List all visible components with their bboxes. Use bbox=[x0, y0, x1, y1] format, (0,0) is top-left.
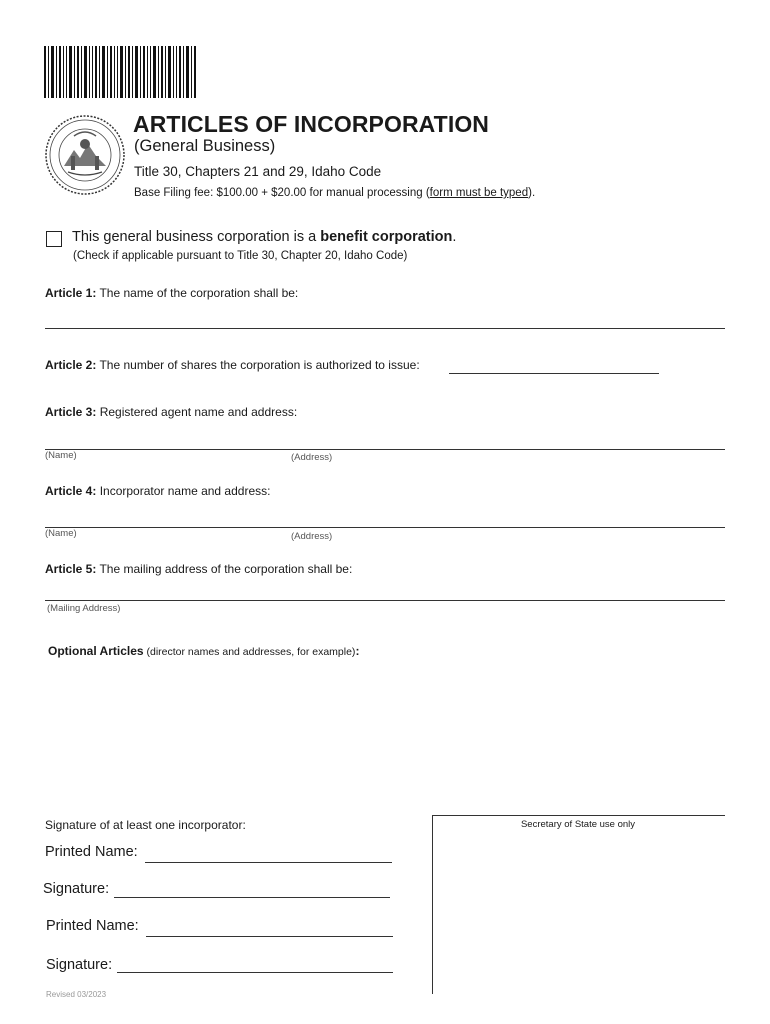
article-4-label bbox=[45, 484, 270, 498]
incorporator-name-caption: (Name) bbox=[45, 528, 77, 539]
incorporator-address-caption: (Address) bbox=[291, 531, 333, 542]
article-1-label bbox=[45, 286, 298, 300]
signature-heading: Signature of at least one incorporator: bbox=[45, 818, 246, 832]
agent-name-caption: (Name) bbox=[45, 450, 77, 461]
optional-articles-area[interactable] bbox=[45, 665, 725, 805]
form-must-be-typed-link: form must be typed bbox=[429, 187, 529, 199]
benefit-note: (Check if applicable pursuant to Title 30, Chapter 20, Idaho Code) bbox=[73, 250, 408, 262]
article-5-number: Article 5: bbox=[45, 562, 97, 576]
optional-articles-title: Optional Articles bbox=[48, 644, 144, 658]
benefit-bold: benefit corporation bbox=[320, 229, 453, 245]
article-3-number: Article 3: bbox=[45, 405, 97, 419]
fee-suffix: ). bbox=[528, 187, 536, 199]
article-2-number: Article 2: bbox=[45, 358, 97, 372]
article-1-number: Article 1: bbox=[45, 286, 97, 300]
article-4-number: Article 4: bbox=[45, 484, 97, 498]
agent-address-caption: (Address) bbox=[291, 452, 333, 463]
article-4-text: Incorporator name and address: bbox=[96, 484, 271, 498]
incorporator-field[interactable] bbox=[45, 527, 725, 528]
corporation-name-field[interactable] bbox=[45, 328, 725, 329]
revision-date: Revised 03/2023 bbox=[46, 990, 107, 999]
article-2-label bbox=[45, 358, 420, 372]
signature-2-label: Signature: bbox=[46, 957, 113, 973]
printed-name-1-label: Printed Name: bbox=[45, 844, 138, 860]
signature-1-label: Signature: bbox=[43, 881, 110, 897]
form-title: ARTICLES OF INCORPORATION bbox=[133, 111, 490, 137]
optional-articles-colon: : bbox=[355, 644, 360, 658]
form-subtitle: (General Business) bbox=[134, 137, 276, 155]
printed-name-2-field[interactable] bbox=[146, 936, 393, 937]
article-1-text: The name of the corporation shall be: bbox=[96, 286, 299, 300]
benefit-corporation-label bbox=[72, 229, 456, 245]
registered-agent-field[interactable] bbox=[45, 449, 725, 450]
authorized-shares-field[interactable] bbox=[449, 373, 659, 374]
article-5-text: The mailing address of the corporation shall be: bbox=[96, 562, 353, 576]
secretary-of-state-label: Secretary of State use only bbox=[520, 819, 636, 830]
printed-name-2-label: Printed Name: bbox=[46, 918, 139, 934]
mailing-address-caption: (Mailing Address) bbox=[47, 603, 121, 614]
state-seal-icon bbox=[44, 114, 126, 196]
optional-articles-label bbox=[48, 644, 359, 658]
signature-1-field[interactable] bbox=[114, 897, 390, 898]
benefit-suffix: . bbox=[452, 229, 457, 245]
benefit-prefix: This general business corporation is a bbox=[72, 229, 321, 245]
secretary-of-state-box bbox=[432, 815, 725, 994]
filing-fee bbox=[134, 187, 535, 199]
barcode-image bbox=[44, 46, 197, 98]
article-2-text: The number of shares the corporation is authorized to issue: bbox=[96, 358, 420, 372]
optional-articles-text: (director names and addresses, for example) bbox=[143, 646, 356, 658]
benefit-corporation-checkbox[interactable] bbox=[46, 231, 62, 247]
mailing-address-field[interactable] bbox=[45, 600, 725, 601]
fee-prefix: Base Filing fee: $100.00 + $20.00 for manual processing ( bbox=[134, 187, 430, 199]
article-5-label bbox=[45, 562, 352, 576]
article-3-text: Registered agent name and address: bbox=[96, 405, 298, 419]
code-reference: Title 30, Chapters 21 and 29, Idaho Code bbox=[134, 164, 382, 179]
signature-2-field[interactable] bbox=[117, 972, 393, 973]
printed-name-1-field[interactable] bbox=[145, 862, 392, 863]
article-3-label bbox=[45, 405, 297, 419]
